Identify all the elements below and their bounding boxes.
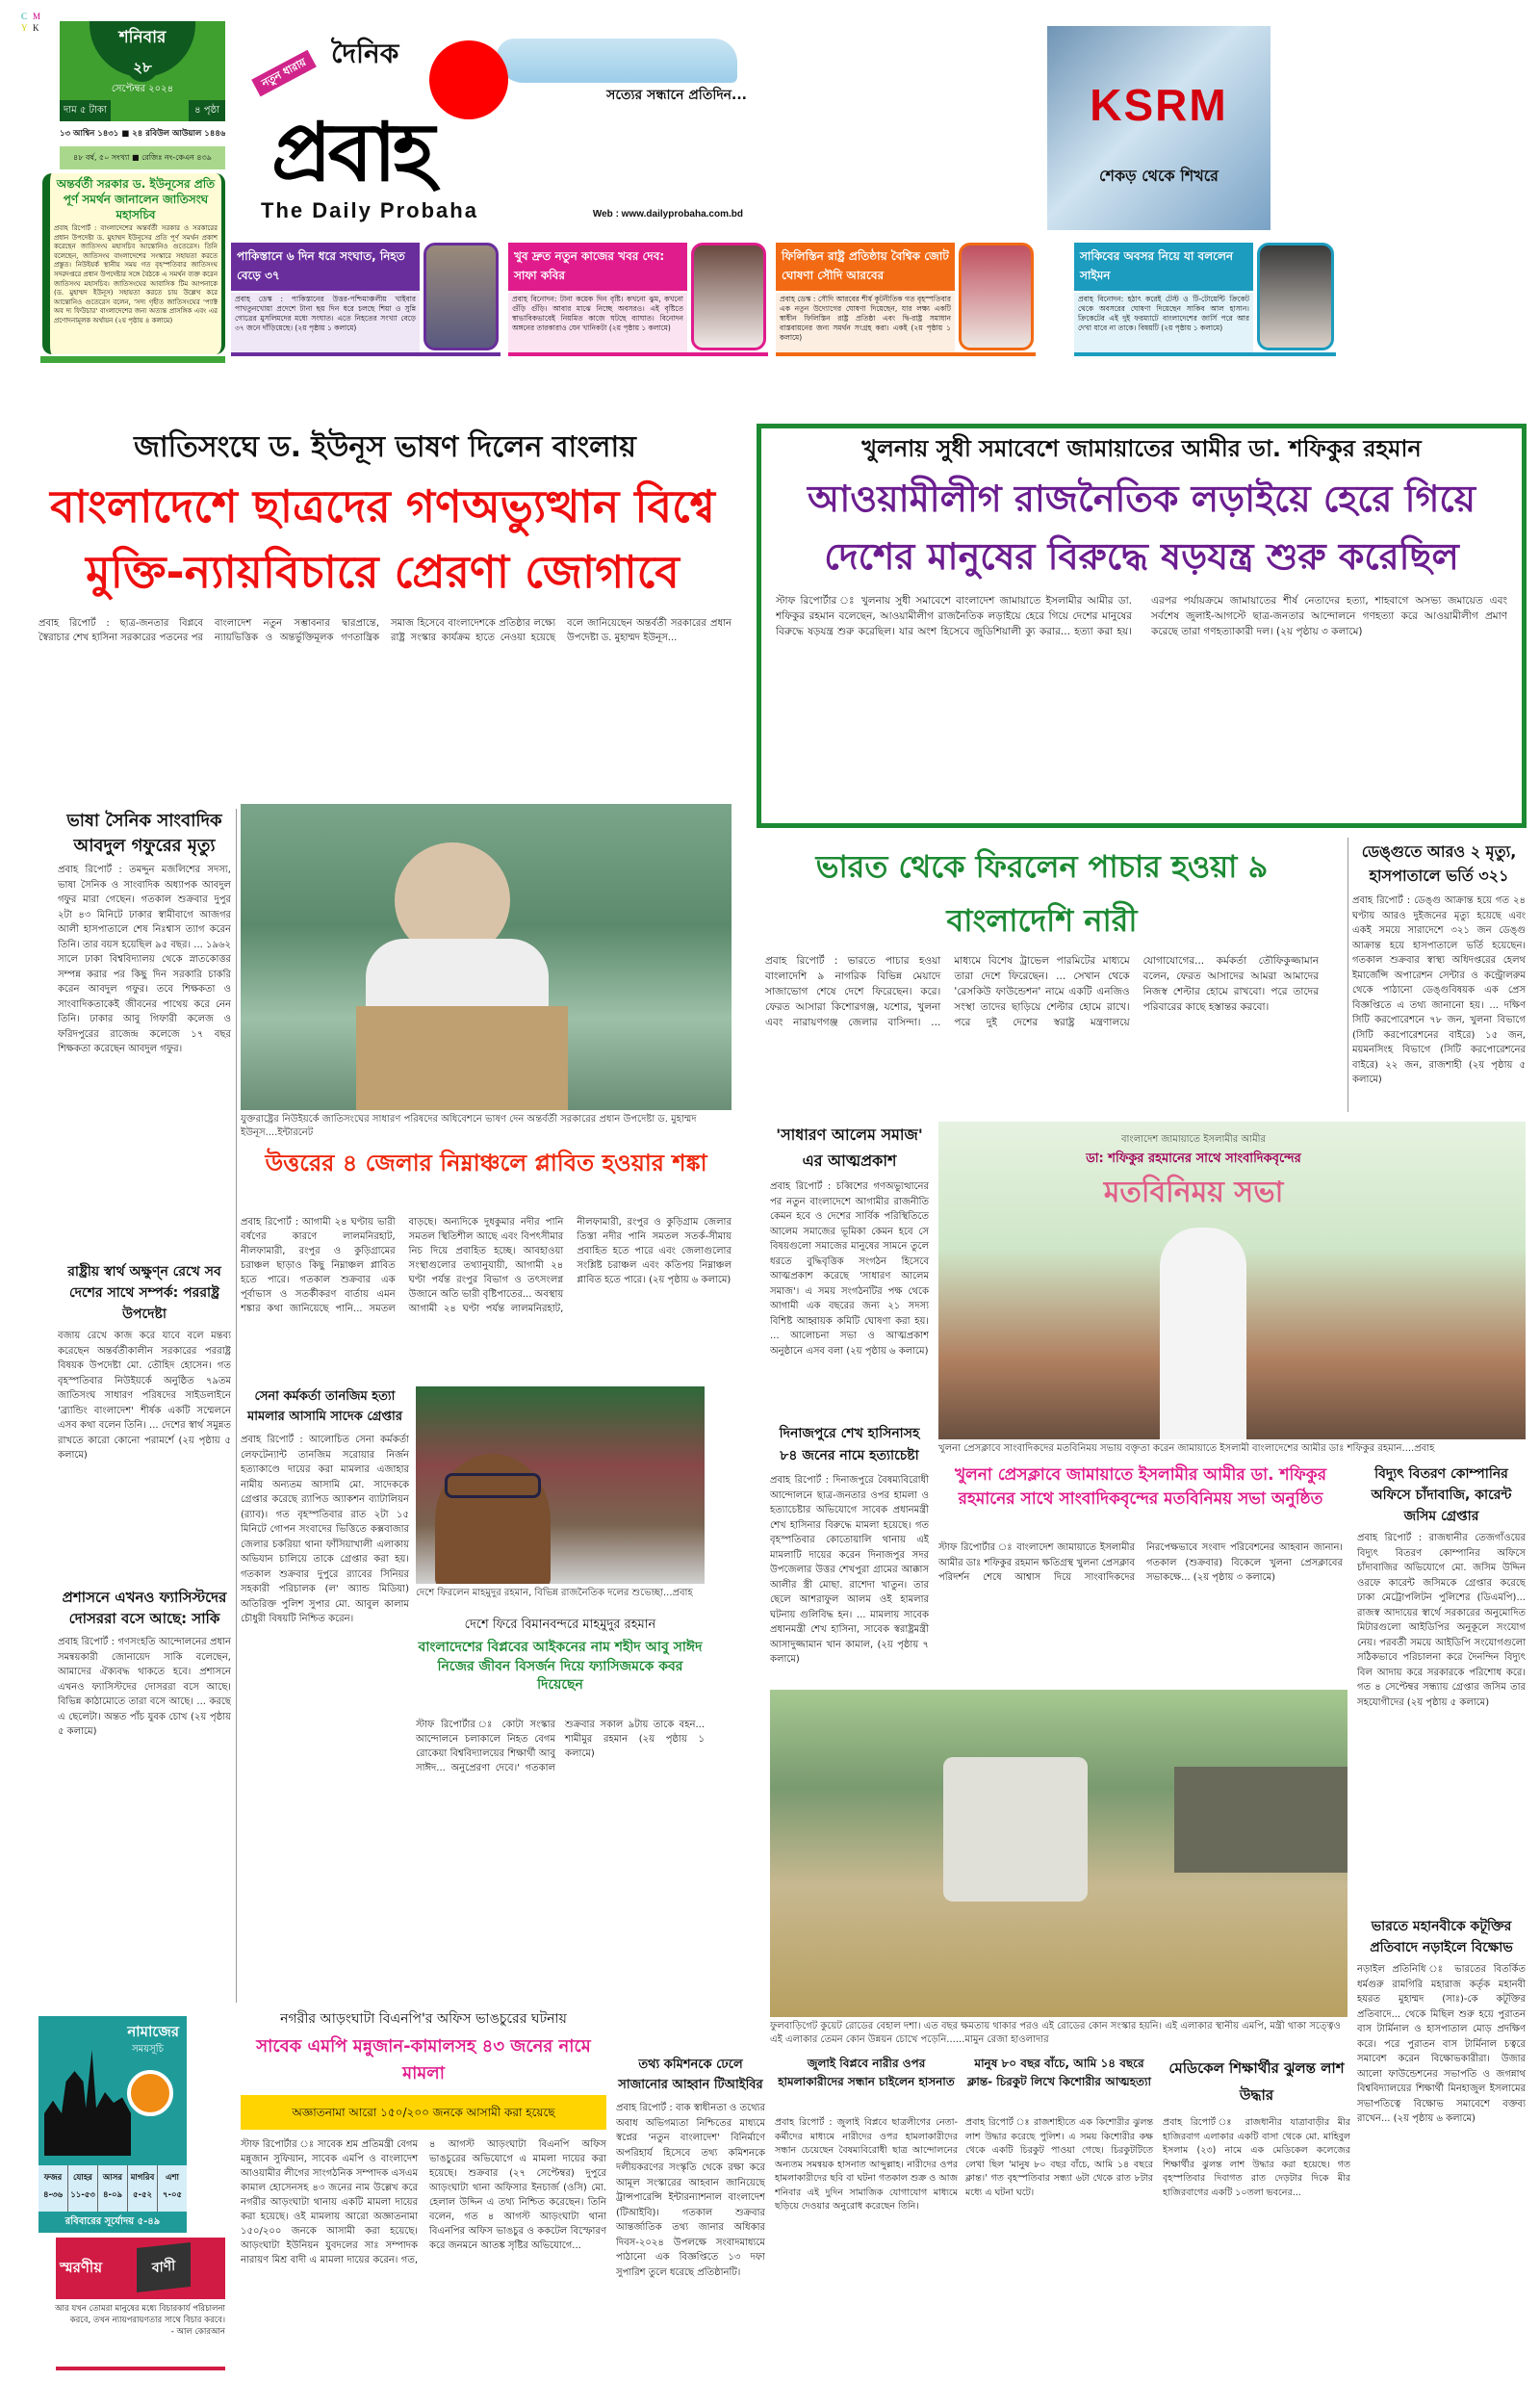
khulna-press-body: স্টাফ রিপোর্টার ঃ বাংলাদেশ জামায়াতে ইসলামীর আমীর ডাঃ শফিকুর রহমান ক্ষতিগ্রস্থ খুলনা প্রেসক্লাব পরিদর্শন শেষে আশ্বাস দিয়ে সাংবাদিকদের নিরপেক্ষভাবে সংবাদ পরিবেশনের আহবান জানান। গতকাল (শুক্রবার) বিকেলে খুলনা প্রেসক্লাবের সভাকক্ষে... (২য় পৃষ্ঠায় ৩ কলামে) [938,1542,1343,1583]
bnp-subheadline: অজ্ঞাতনামা আরো ১৫০/২০০ জনকে আসামী করা হয়েছে [241,2095,606,2130]
motto: সত্যের সন্ধানে প্রতিদিন... [606,88,747,103]
teaser-headline: ফিলিস্তিন রাষ্ট্র প্রতিষ্ঠায় বৈশ্বিক জোট ঘোষণা সৌদি আরবের [776,243,955,291]
prayer-time [158,2165,187,2212]
bnp-headline[interactable]: সাবেক এমপি মন্নুজান-কামালসহ ৪৩ জনের নামে মামলা [256,2036,591,2083]
new-edition-tag: নতুন ধারায় [251,50,317,97]
divider [40,356,225,363]
teaser-body: প্রবাহ ডেস্ক : পাকিস্তানের উত্তর-পশ্চিমাঞ্চলীয় খাইবার পাখতুনখোয়া প্রদেশে টানা ছয় দিন ধরে চলছে শিয়া ও সুন্নি গোত্রের মুসলিমদের মধ্যে সংঘাত। এতে নিহতের সংখ্যা বেড়ে ৩৭ জনে দাঁড়িয়েছে। (২য় পৃষ্ঠায় ১ কলামে) [231,293,420,352]
cloud-graphic [497,39,737,83]
khulna-press-headline[interactable]: খুলনা প্রেসক্লাবে জামায়াতে ইসলামীর আমীর ডা. শফিকুর রহমানের সাথে সাংবাদিকবৃন্দের মতবিনিময় সভা অনুষ্ঠিত [954,1465,1327,1509]
language-soldier-headline[interactable]: ভাষা সৈনিক সাংবাদিক আবদুল গফুরের মৃত্যু [66,811,222,856]
ksrm-advertisement[interactable] [1047,26,1270,230]
banner-text: ডা: শফিকুর রহমানের সাথে সাংবাদিকবৃন্দের [1086,1152,1301,1166]
sunrise-time: রবিবারের সূর্যোদয় ৫-৪৯ [38,2212,187,2233]
narail-body: নড়াইল প্রতিনিধি ঃ ভারতের বিতর্কিত ধর্মগুরু রামগিরি মহারাজ কর্তৃক মহানবী হযরত মুহাম্মদ (সাঃ)-কে কটূক্তির প্রতিবাদে... থেকে মিছিল শুরু হয়ে পুরাতন বাস টার্মিনাল ও হাসপাতাল মোড় প্রদক্ষিণ করে। পরে পুরাতন বাস টার্মিনাল চত্বরে সমাবেশ করেন বিক্ষোভকারীরা। উজার আলো ফাউন্ডেশনের সভাপতি ও জগন্নাথ বিশ্ববিদ্যালয়ের শিক্ষার্থী মিনহাজুল ইসলামের সভাপতিত্বে বিক্ষোভ সমাবেশে বক্তব্য রাখেন... (২য় পৃষ্ঠায় ৬ কলামে) [1357,1964,1526,2124]
dainik-label: দৈনিক [331,38,399,69]
jasim-body: প্রবাহ রিপোর্ট : রাজধানীর তেজগাঁওয়ের বিদ্যুৎ বিতরণ কোম্পানির অফিসে চাঁদাবাজির অভিযোগে মো. জসিম উদ্দিন ওরফে কারেন্ট জসিমকে গ্রেপ্তার করেছে ঢাকা মেট্রোপলিটন পুলিশের (ডিএমপি)... রাজস্ব আদায়ের স্বার্থে সরকারের অনুমোদিত মিটারগুলো আইডিপির অনুকূলে সংযোগ নেয়। পরবর্তী সময়ে আইডিপি সংযোগগুলো সঠিকভাবে পরিচালনা করে দৈনন্দিন বিদ্যুৎ বিল আদায় করে সরকারকে পরিশোধ করে। গত ৪ সেপ্টেম্বর সন্ধ্যায় গ্রেপ্তার জসিম তার সহযোগীদের (২য় পৃষ্ঠায় ৫ কলামে) [1357,1533,1526,1708]
prayer-time [38,2165,68,2212]
teaser-body: প্রবাহ ডেস্ক : সৌদি আরবের শীর্ষ কূটনীতিক গত বৃহস্পতিবার এক নতুন উদ্যোগের ঘোষণা দিয়েছেন, যার লক্ষ্য একটি স্বাধীন ফিলিস্তিন রাষ্ট্র প্রতিষ্ঠা এবং দ্বি-রাষ্ট্র সমাধান বাস্তবায়নের জন্য সমর্থন সংগ্রহ করা। একই (২য় পৃষ্ঠায় ১ কলামে) [776,293,955,352]
teaser-photo [1257,243,1334,350]
mosque-icon [44,2050,131,2156]
jamaat-kicker: খুলনায় সুধী সমাবেশে জামায়াতের আমীর ডা. শফিকুর রহমান [861,435,1422,462]
month-year: সেপ্টেম্বর ২০২৪ [111,84,174,94]
english-name: The Daily Probaha [261,198,478,222]
divider [508,352,768,356]
divider [231,352,500,356]
mahmudur-body: স্টাফ রিপোর্টার ঃ কোটা সংস্কার আন্দোলনে চলাকালে নিহত বেগম রোকেয়া বিশ্ববিদ্যালয়ের শিক্ষার্থী আবু সাঈদ... অনুপ্রেরণা দেবে।' গতকাল শুক্রবার সকাল ৯টায় তাকে বহন... শামীমুর রহমান (২য় পৃষ্ঠায় ১ কলামে) [416,1720,705,1773]
bnp-body: স্টাফ রিপোর্টার ঃ সাবেক শ্রম প্রতিমন্ত্রী বেগম মন্নুজান সুফিয়ান, সাবেক এমপি ও বাংলাদেশ আওয়ামীর লীগের সাংগঠনিক সম্পাদক এসএম কামাল হোসেনসহ ৪৩ জনের নাম উল্লেখ করে নগরীর আড়ংঘাটা থানায় একটি মামলা দায়ের করা হয়েছে। ওই মামলায় আরো অজ্ঞাতনামা ১৫০/২০০ জনকে আসামী করা হয়েছে। আড়ংঘাটা ইউনিয়ন যুবদলের সাঃ সম্পাদক নারায়ণ মিশ্র বাদী এ মামলা দায়ের করেন। গত, ৪ আগস্ট আড়ংঘাটা বিএনপি অফিস ভাঙচুরের অভিযোগে এ মামলা দায়ের করা হয়েছে। শুক্রবার (২৭ সেপ্টেম্বর) দুপুরে আড়ংঘাটা থানা অফিসার ইনচার্জ (ওসি) মো. হেলাল উদ্দিন এ তথ্য নিশ্চিত করেছেন। তিনি বলেন, গত ৪ আগস্ট আড়ংঘাটা থানা বিএনপির অফিস ভাঙচুর ও ককটেল বিস্ফোরণ করে জনমনে আতঙ্ক সৃষ্টির অভিযোগে... [241,2139,606,2265]
teaser-saudi[interactable] [776,243,1036,356]
prayer-name: যোহর [73,2173,92,2183]
prayer-time-value: ৫-৫২ [132,2190,153,2200]
weekday: শনিবার [118,28,167,47]
date-number: ২৮ [127,53,158,82]
teaser-headline: সাকিবের অবসর নিয়ে যা বললেন সাইমন [1074,243,1253,291]
mahmudur-kicker: দেশে ফিরে বিমানবন্দরে মাহমুদুর রহমান [464,1618,656,1632]
language-soldier-body: প্রবাহ রিপোর্ট : তমদ্দুন মজলিশের সদস্য, ভাষা সৈনিক ও সাংবাদিক অধ্যাপক আবদুল গফুর মারা গেছেন। গতকাল শুক্রবার দুপুর ২টা ৪৩ মিনিটে ঢাকার স্বামীবাগে আজগর আলী হাসপাতালে শেষ নিঃশ্বাস ত্যাগ করেন তিনি। তার বয়স হয়েছিল ৯৫ বছর। ... ১৯৬২ সালে ঢাকা বিশ্ববিদ্যালয় থেকে স্নাতকোত্তর সম্পন্ন করার পর কিছু দিন সরকারি চাকরি করেন আবদুল গফুর। তবে শিক্ষকতা ও সাংবাদিকতাকেই জীবনের পাথেয় করে নেন তিনি। ঢাকার আবু গিফারী কলেজ ও ফরিদপুরের রাজেন্দ্র কলেজে ১৭ বছর শিক্ষকতা করেছেন আবদুল গফুর। [58,865,231,1054]
photo-caption: খুলনা প্রেসক্লাবে সাংবাদিকদের মতবিনিময় সভায় বক্তৃতা করেন জামায়াতে ইসলামী বাংলাদেশের আমীর ডাঃ শফিকুর রহমান....প্রবাহ [938,1443,1435,1454]
page-count: ৪ পৃষ্ঠা [189,100,225,121]
mahmudur-photo [416,1386,705,1584]
prayer-title: নামাজের [127,2023,179,2040]
teaser-shakib[interactable] [1074,243,1336,356]
column-rule [236,809,237,2003]
prayer-time-value: ৭-০৫ [162,2190,183,2200]
prayer-name: মাগরিব [130,2173,155,2183]
prayer-times-table [38,2165,187,2212]
quote-text [38,2303,225,2363]
paper-name: প্রবাহ [271,105,431,199]
photo-caption: দেশে ফিরলেন মাহমুদুর রহমান, বিভিন্ন রাজনৈতিক দলের শুভেচ্ছা...প্রবাহ [416,1588,693,1598]
narail-headline[interactable]: ভারতে মহানবীকে কটূক্তির প্রতিবাদে নড়াইলে বিক্ষোভ [1370,1919,1513,1955]
photo-caption: ফুলবাড়িগেট কুয়েট রোডের বেহাল দশা। এত বছর ক্ষমতায় থাকার পরও এই রোডের কোন সংস্কার হয়নি। এই এলাকার স্থানীয় এমপি, মন্ত্রী থাকা সত্ত্বেও এই এলাকার তেমন কোন উন্নয়ন চোখে পড়েনি......মামুন রেজা হাওলাদার [770,2021,1341,2045]
prayer-time-value: ৪-৩৬ [42,2190,64,2200]
jamaat-body: স্টাফ রিপোর্টার ঃ খুলনায় সুধী সমাবেশে বাংলাদেশ জামায়াতে ইসলামীর আমীর ডা. শফিকুর রহমান বলেছেন, আওয়ামীলীগ রাজনৈতিক লড়াইয়ে হেরে গিয়ে দেশের মানুষের বিরুদ্ধে ষড়যন্ত্র শুরু করেছিল। যার অংশ হিসেবে জুডিশিয়ালী ক্যু করার... হত্যা করা হয়। এরপর পর্যায়ক্রমে জামায়াতের শীর্ষ নেতাদের হত্যা, শাহবাগে অসভ্য জমায়েত এবং সর্বশেষ জুলাই-আগস্টে ছাত্র-জনতার আন্দোলনে গণহত্যা করে আওয়ামীলীগ প্রমাণ করেছে তারা গণহত্যাকারী দল। (২য় পৃষ্ঠায় ৩ কলামে) [776,595,1507,637]
divider [1074,352,1336,356]
prayer-name: এশা [166,2173,179,2183]
jasim-headline[interactable]: বিদ্যুৎ বিতরণ কোম্পানির অফিসে চাঁদাবাজি, কারেন্ট জসিম গ্রেপ্তার [1371,1466,1512,1524]
mahmudur-headline[interactable]: বাংলাদেশের বিপ্লবের আইকনের নাম শহীদ আবু সাঈদ নিজের জীবন বিসর্জন দিয়ে ফ্যাসিজমকে কবর দিয়েছেন [418,1640,703,1693]
women-return-headline[interactable]: ভারত থেকে ফিরলেন পাচার হওয়া ৯ বাংলাদেশি নারী [815,848,1269,939]
un-support-story[interactable] [42,173,225,354]
book-icon [137,2242,191,2292]
quote-source: - আল কোরআন [170,2327,225,2337]
july-women-headline[interactable]: জুলাই বিপ্লবে নারীর ওপর হামলাকারীদের সন্ধান চাইলেন হাসনাত [778,2057,955,2088]
prayer-time [128,2165,158,2212]
teaser-photo [691,243,766,350]
teaser-pakistan[interactable] [231,243,500,356]
july-women-body: প্রবাহ রিপোর্ট : জুলাই বিপ্লবে ছাত্রলীগের নেতা-কর্মীদের মাধ্যমে নারীদের ওপর হামলাকারীদের সন্ধান চেয়েছেন বৈষম্যবিরোধী ছাত্র আন্দোলনের অন্যতম সমন্বয়ক হাসনাত আব্দুল্লাহ। নারীদের ওপর হামলাকারীদের ছবি বা ঘটনা গতকাল শুক্র ও আজ শনিবার এই দুদিন সামাজিক যোগাযোগ মাধ্যমে ছড়িয়ে দেওয়ার অনুরোধ করেছেন তিনি। [775,2117,958,2212]
story-headline: অন্তর্বর্তী সরকার ড. ইউনূসের প্রতি পূর্ণ সমর্থন জানালেন জাতিসংঘ মহাসচিব [56,177,216,221]
lead-body: প্রবাহ রিপোর্ট : ছাত্র-জনতার বিপ্লবে স্বৈরাচার শেখ হাসিনা সরকারের পতনের পর বাংলাদেশ নতুন সম্ভাবনার দ্বারপ্রান্তে, ন্যায়ভিত্তিক ও অন্তর্ভুক্তিমূলক গণতান্ত্রিক সমাজ হিসেবে বাংলাদেশকে প্রতিষ্ঠার লক্ষ্যে রাষ্ট্র সংস্কার কার্যক্রম হাতে নেওয়া হয়েছে বলে জানিয়েছেন অন্তর্বর্তী সরকারের প্রধান উপদেষ্টা ড. মুহাম্মদ ইউনূস... [38,618,732,643]
bnp-kicker: নগরীর আড়ংঘাটা বিএনপি'র অফিস ভাঙচুরের ঘটনায় [280,2011,567,2027]
saki-body: প্রবাহ রিপোর্ট : গণসংহতি আন্দোলনের প্রধান সমন্বয়কারী জোনায়েদ সাকি বলেছেন, আমাদের ঐক্যবদ্ধ থাকতে হবে। প্রশাসনে এখনও ফ্যাসিস্টদের দোসররা বসে আছে। বিভিন্ন কাঠামোতে তারা বসে আছে। ... করছে এ ছেলেটা। অন্তত পাঁচ যুবক চোখ (২য় পৃষ্ঠায় ৫ কলামে) [58,1637,231,1737]
photo-caption: যুক্তরাষ্ট্রের নিউইয়র্কে জাতিসংঘের সাধারণ পরিষদের অধিবেশনে ভাষণ দেন অন্তর্বর্তী সরকারের প্রধান উপদেষ্টা ড. মুহাম্মদ ইউনূস....ইন্টারনেট [241,1114,697,1138]
price: দাম ৫ টাকা [60,100,111,121]
memorable-quote-banner [56,2238,225,2299]
prayer-name: আসর [102,2173,123,2183]
prayer-name: ফজর [43,2173,63,2183]
saki-headline[interactable]: প্রশাসনে এখনও ফ্যাসিস্টদের দোসররা বসে আছে: সাকি [62,1589,227,1627]
women-return-body: প্রবাহ রিপোর্ট : ভারতে পাচার হওয়া বাংলাদেশি ৯ নাগরিক বিভিন্ন মেয়াদে সাজাভোগ শেষে দেশে ফিরেছেন। করে। ফেরত আসারা কিশোরগঞ্জ, যশোর, খুলনা এবং নারায়ণগঞ্জ জেলার বাসিন্দা। ... মাধ্যমে বিশেষ ট্রাভেল পারমিটের মাধ্যমে তারা দেশে ফিরেছেন। ... সেখান থেকে 'রেসকিউ ফাউন্ডেশন' নামে একটি এনজিও সংস্থা তাদের ছাড়িয়ে শেল্টার হোমে রাখে। পরে দুই দেশের স্বরাষ্ট্র মন্ত্রণালয়ে যোগাযোগের... কর্মকর্তা তৌফিকুজ্জামান বলেন, ফেরত আসাদের আমরা আমাদের নিজস্ব শেল্টার হোমে রাখবো। পরে তাদের পরিবারের কাছে হস্তান্তর করবো। [765,955,1319,1028]
suicide-body: প্রবাহ রিপোর্ট ঃ রাজশাহীতে এক কিশোরীর ঝুলন্ত লাশ উদ্ধার করেছে পুলিশ। এ সময় কিশোরীর কক্ষ থেকে একটি চিরকুট পাওয়া গেছে। চিরকুটটিতে লেখা ছিল 'মানুষ ৮০ বছর বাঁচে, আমি ১৪ বছরে ক্লান্ত।' গত বৃহস্পতিবার সন্ধ্যা ৬টা থেকে রাত ৮টার মধ্যে এ ঘটনা ঘটে। [965,2117,1153,2198]
foreign-adviser-headline[interactable]: রাষ্ট্রীয় স্বার্থ অক্ষুণ্ন রেখে সব দেশের সাথে সম্পর্ক: পররাষ্ট্র উপদেষ্টা [67,1264,221,1322]
tanzim-headline[interactable]: সেনা কর্মকর্তা তানজিম হত্যা মামলার আসামি সাদেক গ্রেপ্তার [247,1389,402,1424]
prayer-subtitle: সময়সূচি [132,2044,164,2055]
prayer-time [68,2165,98,2212]
date-box [60,21,225,121]
prayer-time-value: ১১-৫৩ [70,2190,95,2200]
dengue-headline[interactable]: ডেঙ্গুতে আরও ২ মৃত্যু, হাসপাতালে ভর্তি ৩২১ [1361,842,1517,885]
foreign-adviser-body: বজায় রেখে কাজ করে যাবে বলে মন্তব্য করেছেন অন্তর্বর্তীকালীন সরকারের পররাষ্ট্র বিষয়ক উপদেষ্টা মো. তৌহিদ হোসেন। গত বৃহস্পতিবার নিউইয়র্কে অনুষ্ঠিত ৭৯তম জাতিসংঘ সাধারণ পরিষদের সাইডলাইনে 'ব্র্যান্ডিং বাংলাদেশ' শীর্ষক একটি সম্মেলনে এসব কথা বলেন তিনি। ... দেশের স্বার্থ সমুন্নত রাখতে কারো কোনো পরামর্শে (২য় পৃষ্ঠায় ৫ কলামে) [58,1331,231,1461]
alem-headline[interactable]: 'সাধারণ আলেম সমাজ' এর আত্মপ্রকাশ [776,1126,923,1170]
prayer-time [98,2165,128,2212]
prayer-time-value: ৪-০৯ [102,2190,123,2200]
dengue-body: প্রবাহ রিপোর্ট : ডেঙ্গু আক্রান্ত হয়ে গত ২৪ ঘণ্টায় আরও দুইজনের মৃত্যু হয়েছে এবং একই সময়ে সারাদেশে ৩২১ জন ডেঙ্গু আক্রান্ত হয়ে হাসপাতালে ভর্তি হয়েছেন। গতকাল শুক্রবার স্বাস্থ্য অধিদপ্তরের হেলথ ইমার্জেন্সি অপারেশন সেন্টার ও কন্ট্রোলরুম থেকে পাঠানো ডেঙ্গুবিষয়ক এক প্রেস বিজ্ঞপ্তিতে এ তথ্য জানানো হয়। ... দক্ষিণ সিটি করপোরেশনে ৭৮ জন, খুলনা বিভাগে (সিটি করপোরেশনের বাইরে) ১৫ জন, ময়মনসিংহ বিভাগে (সিটি করপোরেশনের বাইরে) ২২ জন, রাজশাহী (২য় পৃষ্ঠায় ৫ কলামে) [1352,895,1526,1085]
registration-info: ৪৮ বর্ষ, ৫০ সংখ্যা ■ রেজিঃ নং-কেএন ৪৩৯ [60,146,225,169]
prayer-times-box [38,2016,187,2165]
teaser-headline: পাকিস্তানে ৬ দিন ধরে সংঘাত, নিহত বেড়ে ৩৭ [231,243,420,291]
suicide-headline[interactable]: মানুষ ৮০ বছর বাঁচে, আমি ১৪ বছরে ক্লান্ত- চিরকুট লিখে কিশোরীর আত্মহত্যা [966,2057,1152,2088]
teaser-safa-kabir[interactable] [508,243,768,356]
quote-title-b: বাণী [151,2258,176,2277]
quote-title-a: স্মরণীয় [60,2259,103,2276]
divider [56,2367,225,2370]
hijri-date: ১৩ আশ্বিন ১৪৩১ ■ ২৪ রবিউল আউয়াল ১৪৪৬ [60,121,225,146]
flood-headline[interactable]: উত্তরের ৪ জেলার নিম্নাঞ্চলে প্লাবিত হওয়ার শঙ্কা [265,1150,707,1177]
masthead-logo[interactable] [246,19,747,226]
teaser-photo [424,243,499,350]
flood-body: প্রবাহ রিপোর্ট : আগামী ২৪ ঘণ্টায় ভারী বর্ষণের কারণে লালমনিরহাট, নীলফামারী, রংপুর ও কুড়িগ্রামের চরাঞ্চল ছাড়াও কিছু নিম্নাঞ্চল প্লাবিত হতে পারে। গতকাল শুক্রবার এক পূর্বাভাস ও সতর্কীকরণ বার্তায় এমন শঙ্কার কথা জানিয়েছে পানি... সমতল বাড়ছে। অন্যদিকে দুধকুমার নদীর পানি সমতল স্থিতিশীল আছে এবং বিপৎসীমার নিচ দিয়ে প্রবাহিত হচ্ছে। আবহাওয়া সংস্থাগুলোর তথ্যানুযায়ী, আগামী ২৪ ঘণ্টা পর্যন্ত রংপুর বিভাগ ও তৎসংলগ্ন উজানে অতি ভারী বৃষ্টিপাতের... অবস্থায় আগামী ২৪ ঘণ্টা পর্যন্ত লালমনিরহাট, নীলফামারী, রংপুর ও কুড়িগ্রাম জেলার তিস্তা নদীর পানি সমতল সতর্ক-সীমায় প্রবাহিত হতে পারে এবং জেলাগুলোর সংশ্লিষ্ট চরাঞ্চল এবং কতিপয় নিম্নাঞ্চল প্লাবিত হতে পারে। (২য় পৃষ্ঠায় ৬ কলামে) [241,1217,732,1314]
lead-kicker: জাতিসংঘে ড. ইউনূস ভাষণ দিলেন বাংলায় [134,430,636,464]
teaser-photo [959,243,1034,350]
website[interactable]: Web : www.dailyprobaha.com.bd [592,209,743,220]
ti-body: প্রবাহ রিপোর্ট : বাক স্বাধীনতা ও তথ্যের অবাধ অভিগম্যতা নিশ্চিতের মাধ্যমে স্বপ্নের 'নতুন বাংলাদেশ' বিনির্মাণে অপরিহার্য হিসেবে তথ্য কমিশনকে দলীয়করণের সংস্কৃতি থেকে রক্ষা করে আমূল সংস্কারের আহবান জানিয়েছে ট্রান্সপারেন্সি ইন্টারন্যাশনাল বাংলাদেশ (টিআইবি)। গতকাল শুক্রবার আন্তর্জাতিক তথ্য জানার অধিকার দিবস-২০২৪ উপলক্ষে সংবাদমাধ্যমে পাঠানো এক বিজ্ঞপ্তিতে ১৩ দফা সুপারিশ তুলে ধরেছে প্রতিষ্ঠানটি। [616,2103,765,2278]
ad-brand: KSRM [1090,80,1228,130]
registration-mark: C M Y K [21,12,41,33]
teaser-headline: খুব দ্রুত নতুন কাজের খবর দেব: সাফা কবির [508,243,687,291]
yunus-photo [241,804,732,1110]
dinajpur-body: প্রবাহ রিপোর্ট : দিনাজপুরে বৈষম্যবিরোধী আন্দোলনে ছাত্র-জনতার ওপর হামলা ও হত্যাচেষ্টার অভিযোগে সাবেক প্রধানমন্ত্রী শেখ হাসিনার বিরুদ্ধে মামলা হয়েছে। গত বৃহস্পতিবার কোতোয়ালি থানায় এই মামলাটি দায়ের করেন দিনাজপুর সদর উপজেলার উত্তর শেখপুরা গ্রামের আক্কাস আলীর স্ত্রী মোছা. রাশেদা খাতুন। তার ছেলে আশরাফুল আলম ওই হামলার ঘটনায় গুলিবিদ্ধ হন। ... মামলায় সাবেক প্রধানমন্ত্রী শেখ হাসিনা, সাবেক স্বরাষ্ট্রমন্ত্রী আসাদুজ্জামান খান কামাল, (২য় পৃষ্ঠায় ৭ কলামে) [770,1475,929,1665]
teaser-body: প্রবাহ বিনোদন: টানা কয়েক দিন বৃষ্টি। কখনো ঝুম, কখনো গুঁড়ি গুঁড়ি। আবার মাঝে নিচ্ছে অবসরও। এই বৃষ্টিতে স্বাভাবিকভাবেই নিয়মিত কাজে ঘটছে ব্যাঘাত। বিনোদন অঙ্গনের তারকারাও যেন খানিকটা (২য় পৃষ্ঠায় ১ কলামে) [508,293,687,352]
story-body: প্রবাহ রিপোর্ট : বাংলাদেশের অন্তর্বর্তী সরকার ও সরকারের প্রধান উপদেষ্টা ড. মুহাম্মদ ইউনূসের প্রতি পূর্ণ সমর্থন প্রকাশ করেছেন জাতিসংঘ মহাসচিব আন্তোনিও গুতেরেস। তিনি বলেছেন, জাতিসংঘ বাংলাদেশের সংস্কারে সহায়তা করতে প্রস্তুত। নিউইয়র্ক স্থানীয় সময় গত বৃহস্পতিবার জাতিসংঘ সদরদপ্তরে প্রধান উপদেষ্টার সঙ্গে বৈঠকে এ সমর্থন ব্যক্ত করেন জাতিসংঘ মহাসচিব। জাতিসংঘের আবাসিক টিম আপনাকে (ড. মুহাম্মদ ইউনূস) সহায়তা করতে চায় উল্লেখ করে আন্তোনিও গুতেরেস বলেন, 'সদ্য গৃহীত জাতিসংঘের 'প্যাক্ট অব দ্য ফিউচার' বাংলাদেশের জন্য অত্যন্ত প্রাসঙ্গিক এবং এর প্রণোদনামূলক অর্থায়ন (২য় পৃষ্ঠায় ৪ কলামে) [54,224,218,324]
clock-icon [127,2070,173,2116]
ad-slogan: শেকড় থেকে শিখরে [1099,167,1219,185]
medical-headline[interactable]: মেডিকেল শিক্ষার্থীর ঝুলন্ত লাশ উদ্ধার [1168,2059,1345,2104]
jamaat-press-photo [938,1122,1526,1439]
lead-headline[interactable]: বাংলাদেশে ছাত্রদের গণঅভ্যুত্থান বিশ্বে মুক্তি-ন্যায়বিচারে প্রেরণা জোগাবে [50,480,715,598]
tanzim-body: প্রবাহ রিপোর্ট : আলোচিত সেনা কর্মকর্তা লেফটেন্যান্ট তানজিম সরোয়ার নির্জন হত্যাকাণ্ডে দায়ের করা মামলার এজাহার নামীয় অন্যতম আসামি মো. সাদেককে গ্রেপ্তার করেছে র‍্যাপিড অ্যাকশন ব্যাটালিয়ন (র‍্যাব)। গত বৃহস্পতিবার রাত ২টা ১৫ মিনিটে গোপন সংবাদের ভিত্তিতে কক্সবাজার জেলার চকরিয়া থানা ফাঁসিয়াখালী এলাকায় অভিযান চালিয়ে তাকে গ্রেপ্তার করা হয়। গতকাল শুক্রবার দুপুরে র‍্যাবের সিনিয়র সহকারী পরিচালক (ল' অ্যান্ড মিডিয়া) অতিরিক্ত পুলিশ সুপার মো. আবুল কালাম চৌধুরী বিষয়টি নিশ্চিত করেন। [241,1435,409,1624]
jamaat-headline[interactable]: আওয়ামীলীগ রাজনৈতিক লড়াইয়ে হেরে গিয়ে দেশের মানুষের বিরুদ্ধে ষড়যন্ত্র শুরু করেছিল [807,478,1476,578]
banner-text: মতবিনিময় সভা [1103,1176,1284,1209]
alem-body: প্রবাহ রিপোর্ট : চব্বিশের গণঅভ্যুত্থানের পর নতুন বাংলাদেশে আগামীর রাজনীতি কেমন হবে ও দেশের সার্বিক পরিস্থিতিতে আলেম সমাজের ভূমিকা কেমন হবে সে বিষয়গুলো সমাজের মানুষের সামনে তুলে ধরতে বুদ্ধিবৃত্তিক সংগঠন হিসেবে আত্মপ্রকাশ করেছে 'সাধারণ আলেম সমাজ'। এ সময় সংগঠনটির পক্ষ থেকে আগামী এক বছরের জন্য ২১ সদস্য বিশিষ্ট আহ্বায়ক কমিটি ঘোষণা করা হয়। ... আলোচনা সভা ও আত্মপ্রকাশ অনুষ্ঠানে এসব বলা (২য় পৃষ্ঠায় ৬ কলামে) [770,1181,929,1357]
divider [776,352,1036,356]
banner-text: বাংলাদেশ জামায়াতে ইসলামীর আমীর [1120,1134,1267,1145]
sun-graphic [429,40,508,119]
dinajpur-headline[interactable]: দিনাজপুরে শেখ হাসিনাসহ ৮৪ জনের নামে হত্যাচেষ্টা [779,1426,920,1463]
quote-body: আর যখন তোমরা মানুষের মধ্যে বিচারকার্য পরিচালনা করবে, তখন ন্যায়পরায়ণতার সাথে বিচার করবে। [55,2304,225,2325]
medical-body: প্রবাহ রিপোর্ট ঃ রাজধানীর যাত্রাবাড়ীর মীর হাজিরবাগ এলাকার একটি বাসা থেকে মো. মাহিবুল ইসলাম (২৩) নামে এক মেডিকেল কলেজের শিক্ষার্থীর ঝুলন্ত লাশ উদ্ধার করা হয়েছে। গত বৃহস্পতিবার দিবাগত রাত দেড়টার দিকে মীর হাজিরবাগের একটি ১০তলা ভবনের... [1163,2117,1350,2198]
teaser-body: প্রবাহ বিনোদন: হঠাৎ করেই টেস্ট ও টি-টোয়েন্টি ক্রিকেট থেকে অবসরের ঘোষণা দিয়েছেন সাকিব আল হাসান। ক্রিকেটের এই দুই ফরম্যাটে বাংলাদেশের জার্সি পরে আর দেখা যাবে না তাকে। বিষয়টি (২য় পৃষ্ঠায় ১ কলামে) [1074,293,1253,352]
road-photo [770,1690,1348,2017]
ti-headline[interactable]: তথ্য কমিশনকে ঢেলে সাজানোর আহ্বান টিআইবির [618,2058,763,2092]
